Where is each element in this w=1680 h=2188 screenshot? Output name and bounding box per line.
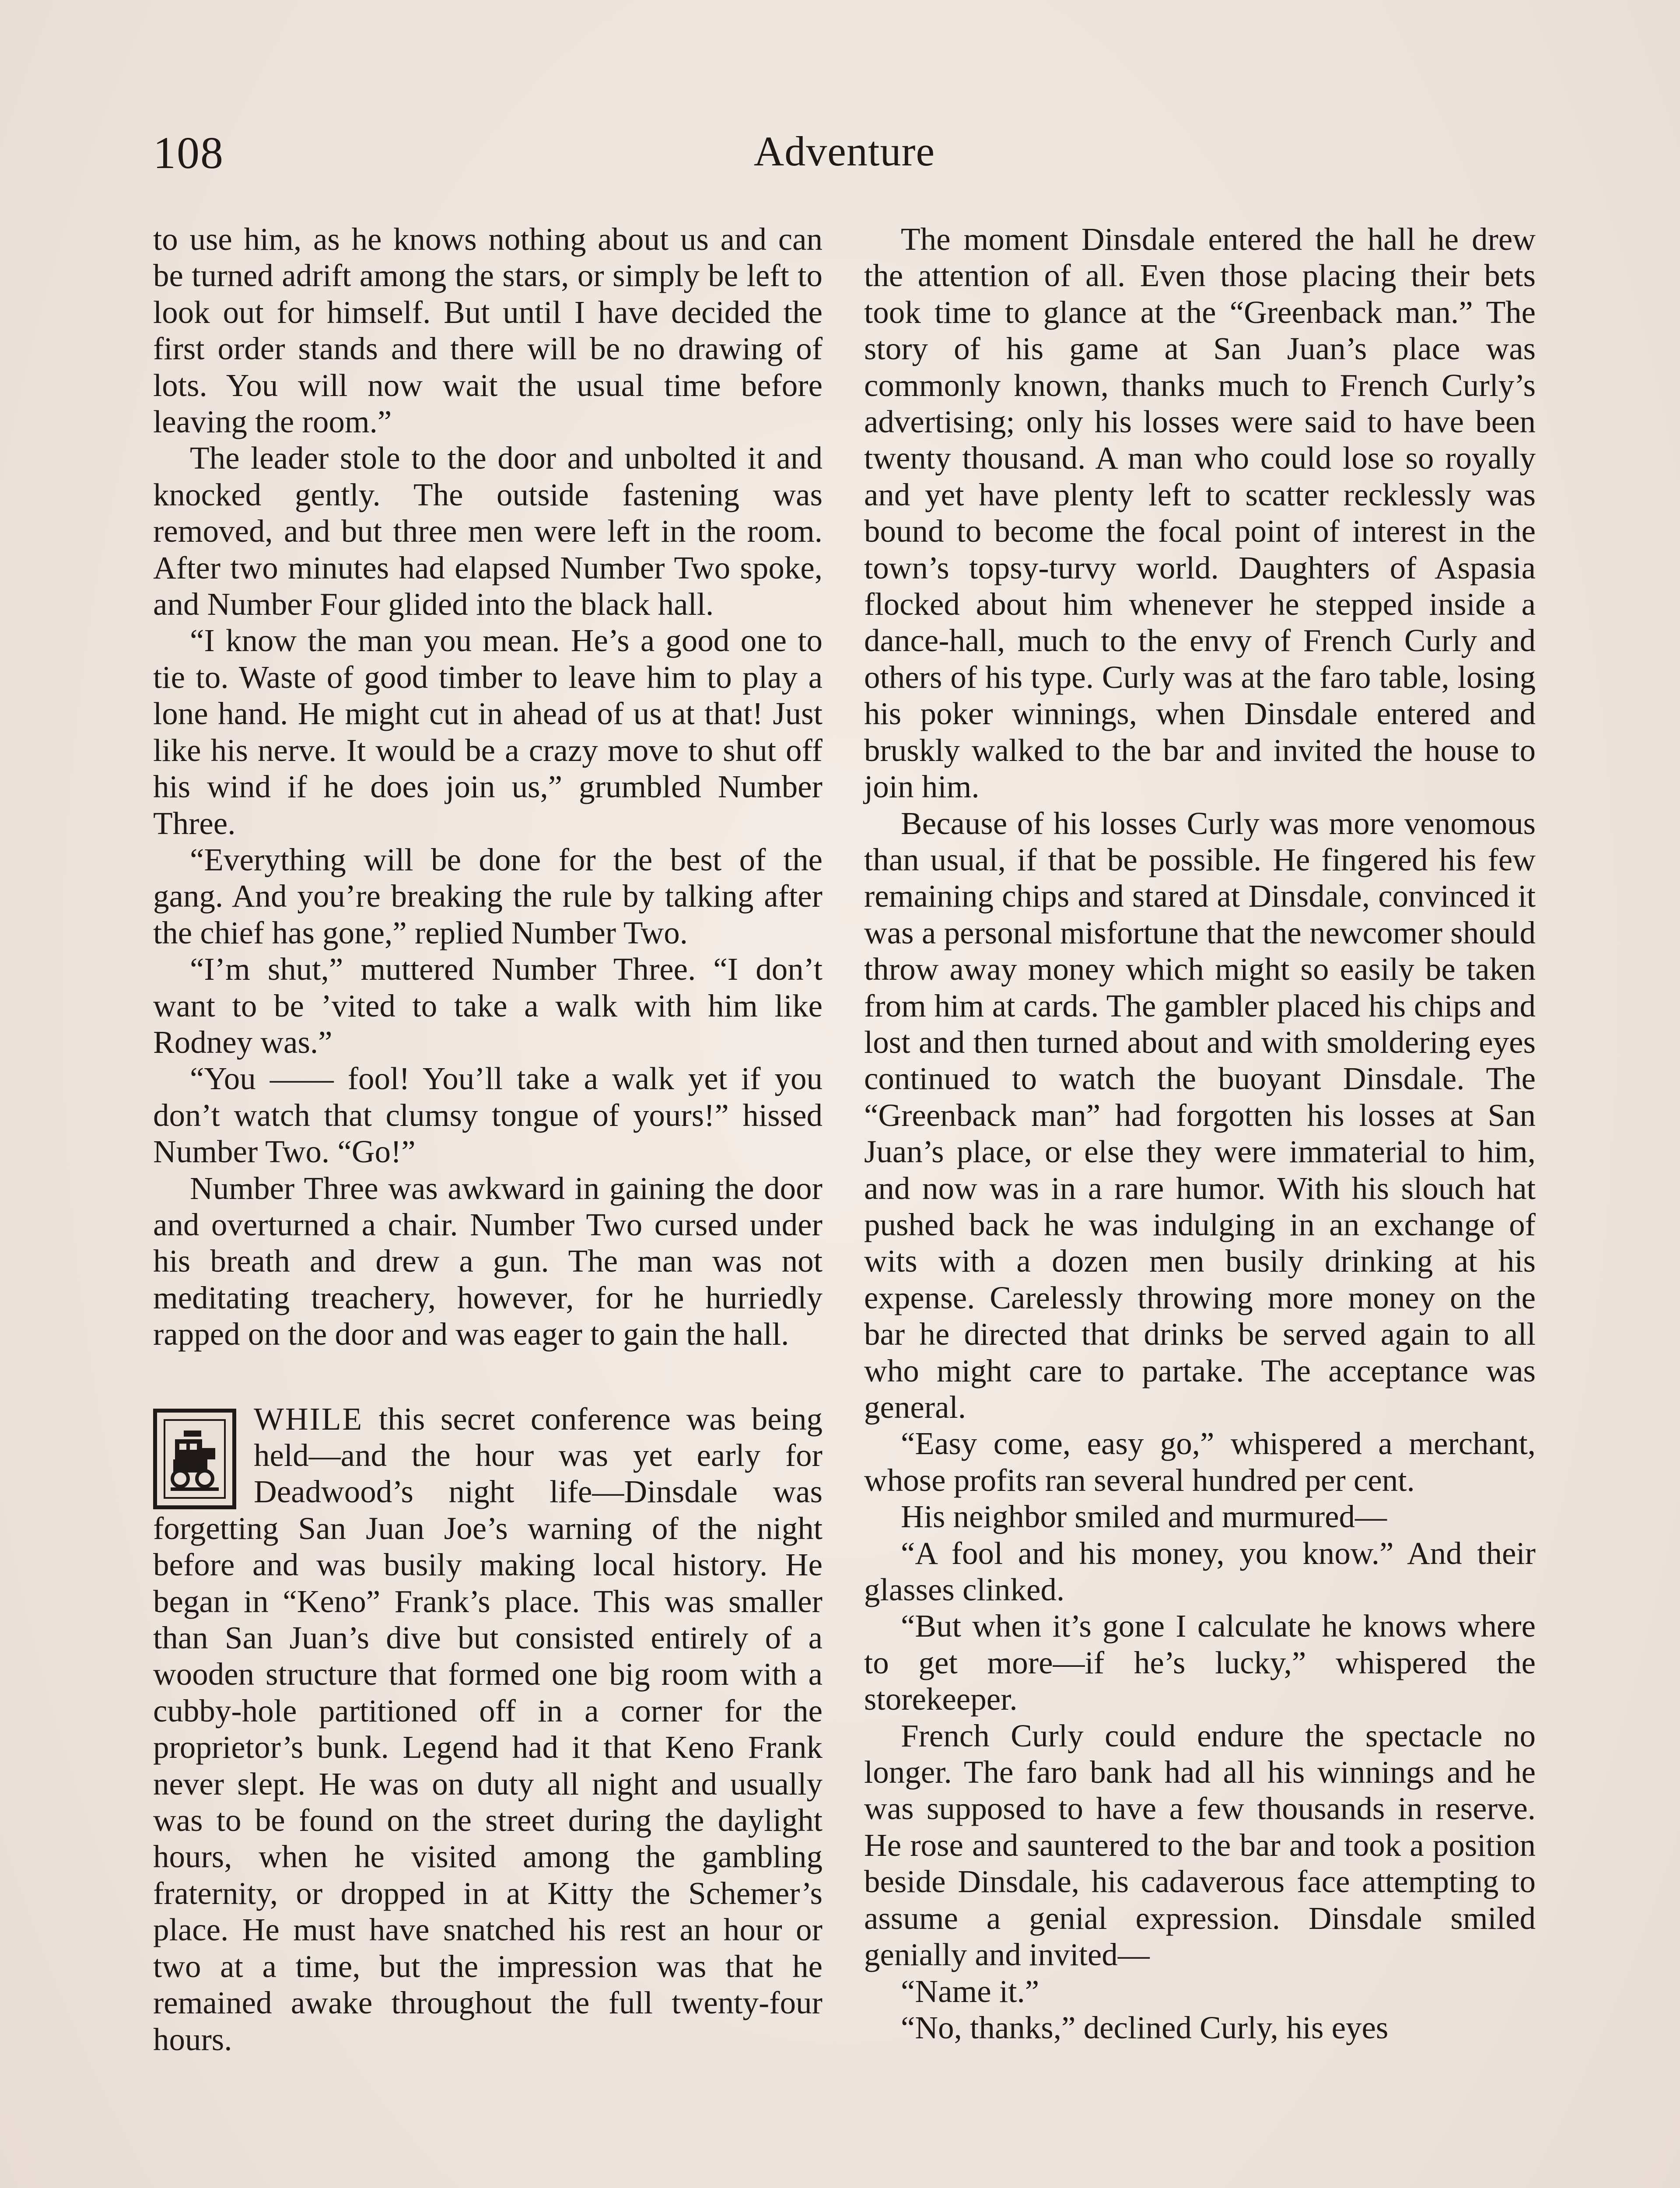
- paragraph: “I’m shut,” muttered Number Three. “I don’t want to be ’vited to take a walk with him like Rodney was.”: [153, 951, 822, 1060]
- section-break: [153, 1353, 822, 1401]
- paragraph: Number Three was awkward in gaining the door and overturned a chair. Number Two cursed under his breath and drew a gun. The man was not meditating treachery, however, for he hurriedly rapped on the door and was eager to gain the hall.: [153, 1170, 822, 1352]
- section-opening-paragraph: [153, 1401, 822, 2058]
- paragraph: French Curly could endure the spectacle no longer. The faro bank had all his winnings and he was supposed to have a few thousands in reserve. He rose and sauntered to the bar and took a position beside Dinsdale, his cadaverous face attempting to assume a genial expression. Dinsdale smiled genially and invited—: [864, 1718, 1536, 1973]
- section-text: this secret conference was being held—and the hour was yet early for Deadwood’s night life—Dinsdale was forgetting San Juan Joe’s warning of the night before and was busily making local history. He began in “Keno” Frank’s place. This was smaller than San Juan’s dive but consisted entirely of a wooden structure that formed one big room with a cubby-hole partitioned off in a corner for the proprietor’s bunk. Legend had it that Keno Frank never slept. He was on duty all night and usually was to be found on the street during the daylight hours, when he visited among the gambling fraternity, or dropped in at Kitty the Schemer’s place. He must have snatched his rest an hour or two at a time, but the impression was that he remained awake throughout the full twenty-four hours.: [153, 1401, 822, 2057]
- paragraph: “Easy come, easy go,” whispered a merchant, whose profits ran several hundred per cent.: [864, 1426, 1536, 1498]
- right-column: [864, 221, 1536, 2046]
- paragraph: “No, thanks,” declined Curly, his eyes: [901, 2009, 1389, 2045]
- running-title: Adventure: [753, 128, 935, 175]
- paragraph: The moment Dinsdale entered the hall he drew the attention of all. Even those placing their bets took time to glance at the “Greenback man.” The story of his game at San Juan’s place was commonly known, thanks much to French Curly’s advertising; only his losses were said to have been twenty thousand. A man who could lose so royally and yet have plenty left to scatter recklessly was bound to become the focal point of interest in the town’s topsy-turvy world. Daughters of Aspasia flocked about him whenever he stepped inside a dance-hall, much to the envy of French Curly and others of his type. Curly was at the faro table, losing his poker winnings, when Dinsdale entered and bruskly walked to the bar and invited the house to join him.: [864, 221, 1536, 805]
- paragraph: His neighbor smiled and murmured—: [901, 1499, 1387, 1535]
- paragraph: “I know the man you mean. He’s a good one to tie to. Waste of good timber to leave him to play a lone hand. He might cut in ahead of us at that! Just like his nerve. It would be a crazy move to shut off his wind if he does join us,” grumbled Number Three.: [153, 623, 822, 841]
- paragraph: to use him, as he knows nothing about us and can be turned adrift among the stars, or simply be left to look out for himself. But until I have decided the first order stands and there will be no drawing of lots. You will now wait the usual time before leaving the room.”: [153, 221, 822, 440]
- page-number: 108: [153, 128, 224, 178]
- page-header: [153, 127, 1536, 188]
- paragraph: “But when it’s gone I calculate he knows where to get more—if he’s lucky,” whispered the storekeeper.: [864, 1608, 1536, 1717]
- paragraph: “You —— fool! You’ll take a walk yet if you don’t watch that clumsy tongue of yours!” hissed Number Two. “Go!”: [153, 1061, 822, 1170]
- paragraph: The leader stole to the door and unbolted it and knocked gently. The outside fastening was removed, and but three men were left in the room. After two minutes had elapsed Number Two spoke, and Number Four glided into the black hall.: [153, 440, 822, 622]
- section-lead-word: WHILE: [254, 1401, 364, 1437]
- paragraph: Because of his losses Curly was more venomous than usual, if that be possible. He fingered his few remaining chips and stared at Dinsdale, convinced it was a personal misfortune that the newcomer should throw away money which might so easily be taken from him at cards. The gambler placed his chips and lost and then turned about and with smoldering eyes continued to watch the buoyant Dinsdale. The “Greenback man” had forgotten his losses at San Juan’s place, or else they were immaterial to him, and now was in a rare humor. With his slouch hat pushed back he was indulging in an exchange of wits with a dozen men busily drinking at his expense. Carelessly throwing more money on the bar he directed that drinks be served again to all who might care to partake. The acceptance was general.: [864, 805, 1536, 1425]
- paragraph: “Name it.”: [901, 1973, 1040, 2009]
- paragraph: “A fool and his money, you know.” And their glasses clinked.: [864, 1535, 1536, 1608]
- left-column: [153, 221, 822, 2058]
- paragraph: “Everything will be done for the best of the gang. And you’re breaking the rule by talking after the chief has gone,” replied Number Two.: [153, 842, 822, 950]
- stagecoach-ornament-icon: [153, 1409, 236, 1509]
